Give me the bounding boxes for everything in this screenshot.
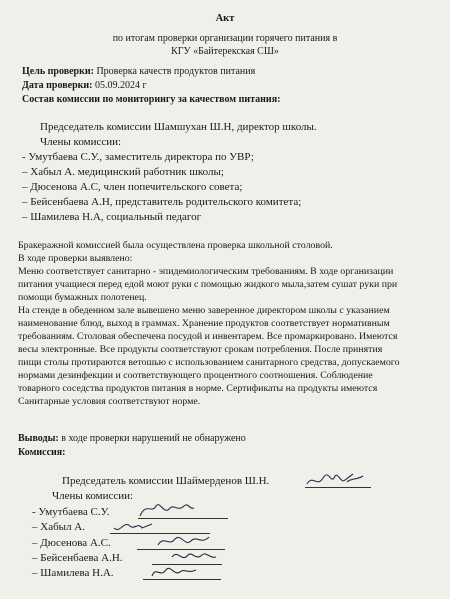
commission-member: – Бейсенбаева А.Н, представитель родительского комитета; bbox=[22, 196, 302, 208]
body-line: На стенде в обеденном зале вывешено меню заверенное директором школы с указанием bbox=[18, 305, 390, 316]
handwritten-signature bbox=[305, 470, 365, 490]
date-row bbox=[22, 80, 147, 91]
document-title: Акт bbox=[215, 13, 235, 24]
conclusions-row bbox=[18, 433, 246, 444]
commission-member: - Умутбаева С.У., заместитель директора по УВР; bbox=[22, 151, 254, 163]
purpose-label: Цель проверки: bbox=[22, 66, 94, 77]
signature-member: – Дюсенова А.С. bbox=[32, 537, 111, 549]
commission-members-label: Члены комиссии: bbox=[40, 136, 122, 148]
signature-member: - Умутбаева С.У. bbox=[32, 506, 110, 518]
handwritten-signature bbox=[150, 562, 200, 582]
body-line: нормами дезинфекции и соответствующего процентного соотношения. Соблюдение bbox=[18, 370, 373, 381]
signatures-heading: Комиссия: bbox=[18, 447, 66, 458]
signature-chair: Председатель комиссии Шаймерденов Ш.Н. bbox=[62, 475, 270, 487]
body-line: питания учащиеся перед едой моют руки с помощью жидкого мыла,затем сушат руки при bbox=[18, 279, 398, 290]
body-line: требованиям. Столовая обеспечена посудой и инвентарем. Все промаркировано. Имеются bbox=[18, 331, 398, 342]
body-line: пищи столы протираются ветошью с использованием санитарного средства, допускаемого bbox=[18, 357, 400, 368]
commission-member: – Шамилева Н.А, социальный педагог bbox=[22, 211, 202, 223]
signature-member: – Шамилева Н.А. bbox=[32, 567, 114, 579]
date-label: Дата проверки: bbox=[22, 80, 93, 91]
conclusions-label: Выводы: bbox=[18, 433, 59, 444]
conclusions-value: в ходе проверки нарушений не обнаружено bbox=[61, 433, 246, 444]
purpose-value: Проверка качеств продуктов питания bbox=[96, 66, 256, 77]
document-subtitle-line-1: по итогам проверки организации горячего питания в bbox=[112, 33, 338, 44]
purpose-row bbox=[22, 66, 255, 77]
body-line: товарного соседства продуктов питания в норме. Сертификаты на продукты имеются bbox=[18, 383, 378, 394]
signature-member: – Бейсенбаева А.Н. bbox=[32, 552, 123, 564]
body-line: помощи бумажных полотенец. bbox=[18, 292, 147, 303]
signature-member: – Хабыл А. bbox=[32, 521, 85, 533]
body-line: Бракеражной комиссией была осуществлена проверка школьной столовой. bbox=[18, 240, 333, 251]
date-value: 05.09.2024 г bbox=[94, 80, 147, 91]
signature-members-label: Члены комиссии: bbox=[52, 490, 134, 502]
body-line: Меню соответствует санитарно - эпидемиологическим требованиям. В ходе организации bbox=[18, 266, 394, 277]
commission-heading: Состав комиссии по мониторингу за качеством питания: bbox=[22, 94, 281, 105]
document-subtitle-line-2: КГУ «Байтерекская СШ» bbox=[171, 46, 279, 57]
commission-member: – Хабыл А. медицинский работник школы; bbox=[22, 166, 224, 178]
body-line: наименование блюд, выход в граммах. Хранение продуктов соответствует нормативным bbox=[18, 318, 390, 329]
body-line: Санитарные условия соответствуют норме. bbox=[18, 396, 201, 407]
body-line: В ходе проверки выявлено: bbox=[18, 253, 133, 264]
body-line: весы электронные. Все продукты соответствуют срокам потребления. После принятия bbox=[18, 344, 383, 355]
commission-chair: Председатель комиссии Шамшухан Ш.Н, директор школы. bbox=[40, 121, 317, 133]
commission-member: – Дюсенова А.С, член попечительского совета; bbox=[22, 181, 243, 193]
